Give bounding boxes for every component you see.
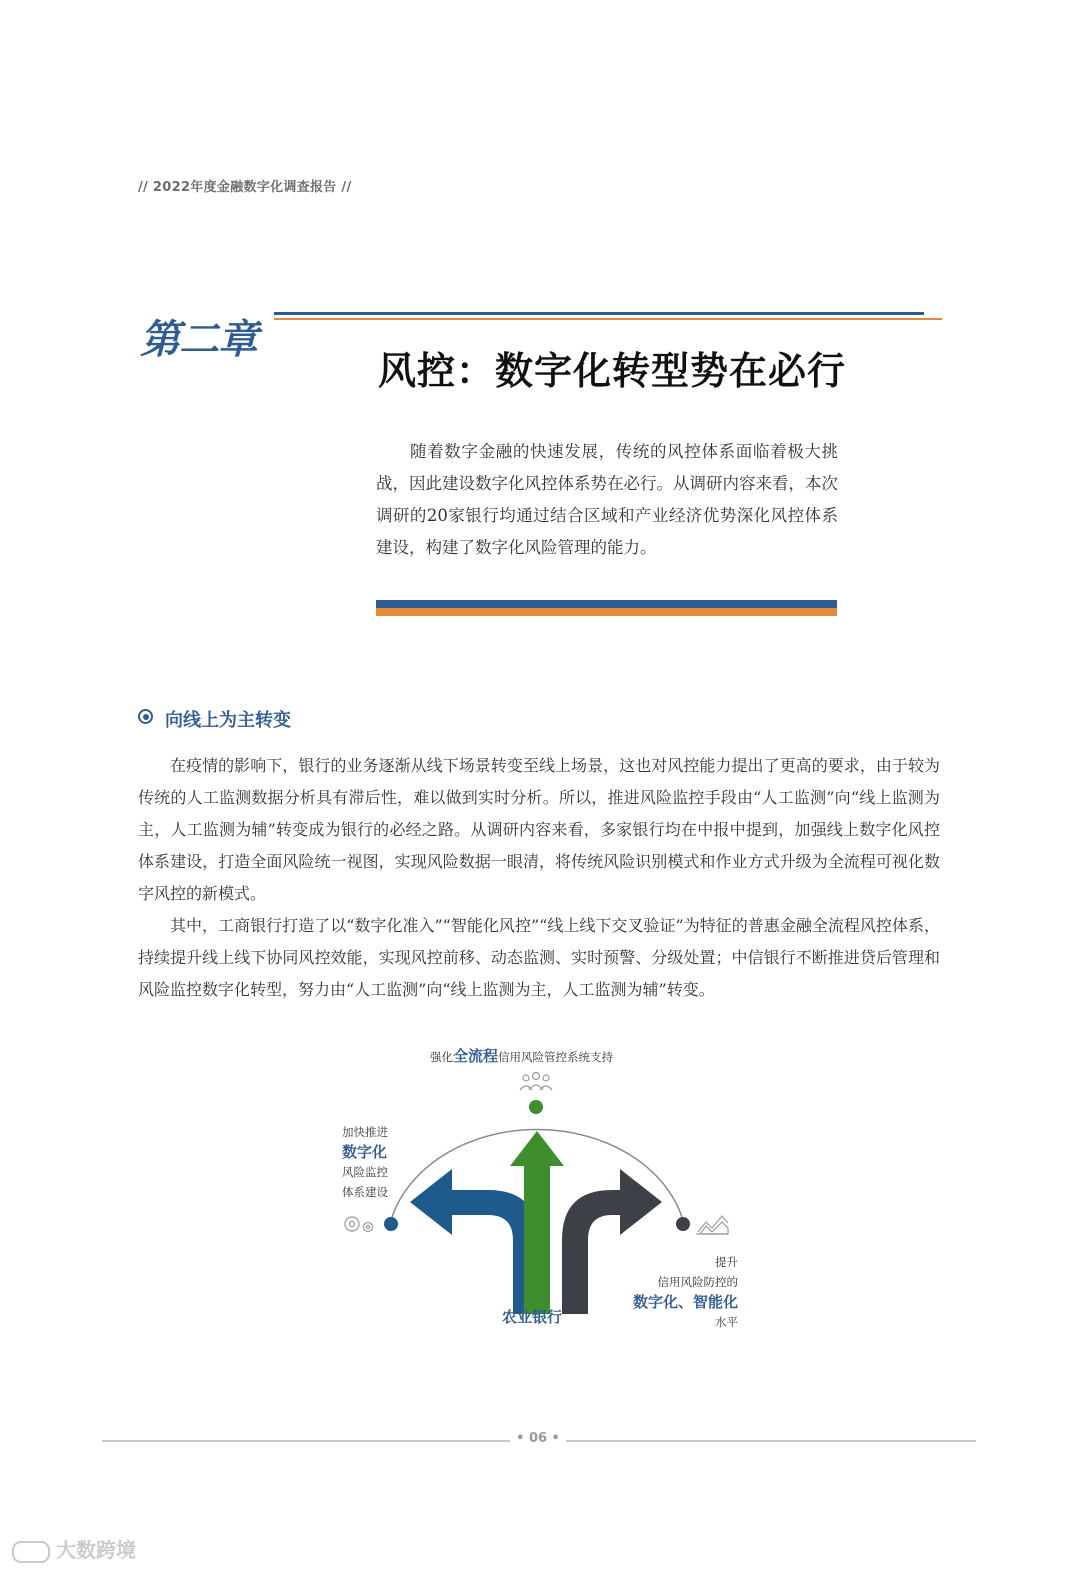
left-arrow: [410, 1169, 538, 1314]
intro-bar-orange: [376, 608, 837, 616]
left-label-emphasis: 数字化: [342, 1143, 388, 1161]
watermark-logo-icon: [12, 1541, 50, 1563]
strategy-diagram: [330, 1040, 750, 1340]
body-paragraph: 在疫情的影响下，银行的业务逐渐从线下场景转变至线上场景，这也对风控能力提出了更高的要求，由于较为传统的人工监测数据分析具有滞后性，难以做到实时分析。所以，推进风险监控手段由“人工监测”向“线上监测为主，人工监测为辅”转变成为银行的必经之路。从调研内容来看，多家银行均在中报中提到，加强线上数字化风控体系建设，打造全面风险统一视图，实现风险数据一眼清，将传统风险识别模式和作业方式升级为全流程可视化数字风控的新模式。: [138, 756, 940, 903]
section-body: [138, 750, 940, 1006]
footer-rule-right: [566, 1440, 976, 1442]
right-label: [633, 1252, 738, 1332]
body-paragraph: 其中，工商银行打造了以“数字化准入”“智能化风控”“线上线下交叉验证”为特征的普惠金融全流程风控体系，持续提升线上线下协同风控效能，实现风控前移、动态监测、实时预警、分级处置；中信银行不断推进贷后管理和风险监控数字化转型，努力由“人工监测”向“线上监测为主，人工监测为辅”转变。: [138, 916, 940, 999]
left-label-line: 加快推进: [342, 1125, 388, 1139]
left-node: [384, 1217, 398, 1231]
chapter-rule-orange: [274, 318, 942, 320]
chapter-title: 风控：数字化转型势在必行: [378, 348, 847, 393]
intro-bar-blue: [376, 600, 837, 608]
right-node: [676, 1217, 690, 1231]
top-label: [430, 1046, 613, 1067]
section-title: 向线上为主转变: [165, 710, 291, 731]
right-label-line: 提升: [715, 1255, 738, 1269]
report-header: // 2022年度金融数字化调查报告 //: [138, 180, 352, 195]
people-icon: [520, 1073, 552, 1091]
footer-rule-left: [102, 1440, 510, 1442]
top-label-emphasis: 全流程: [453, 1047, 499, 1065]
trend-chart-icon: [696, 1216, 728, 1234]
right-label-line: 水平: [715, 1315, 738, 1329]
left-label-line: 体系建设: [342, 1185, 388, 1199]
target-circle-icon: [138, 709, 153, 724]
page-number: • 06 •: [516, 1431, 560, 1446]
top-label-suffix: 信用风险管控系统支持: [498, 1050, 614, 1064]
chapter-intro: [376, 436, 838, 564]
watermark-text: 大数跨境: [56, 1538, 136, 1562]
intro-paragraph: 随着数字金融的快速发展，传统的风控体系面临着极大挑战，因此建设数字化风控体系势在必行。从调研内容来看，本次调研的20家银行均通过结合区域和产业经济优势深化风控体系建设，构建了数字化风险管理的能力。: [376, 442, 838, 557]
left-label-line: 风险监控: [342, 1165, 388, 1179]
chapter-label: 第二章: [140, 317, 257, 363]
right-label-emphasis: 数字化、智能化: [632, 1293, 738, 1311]
watermark: [12, 1534, 136, 1563]
left-label: [342, 1122, 388, 1202]
top-label-prefix: 强化: [430, 1050, 453, 1064]
center-label: 农业银行: [502, 1308, 563, 1326]
chapter-rule-blue: [274, 312, 924, 315]
gears-icon: [345, 1217, 373, 1232]
top-node: [529, 1100, 543, 1114]
right-label-line: 信用风险防控的: [657, 1275, 738, 1289]
